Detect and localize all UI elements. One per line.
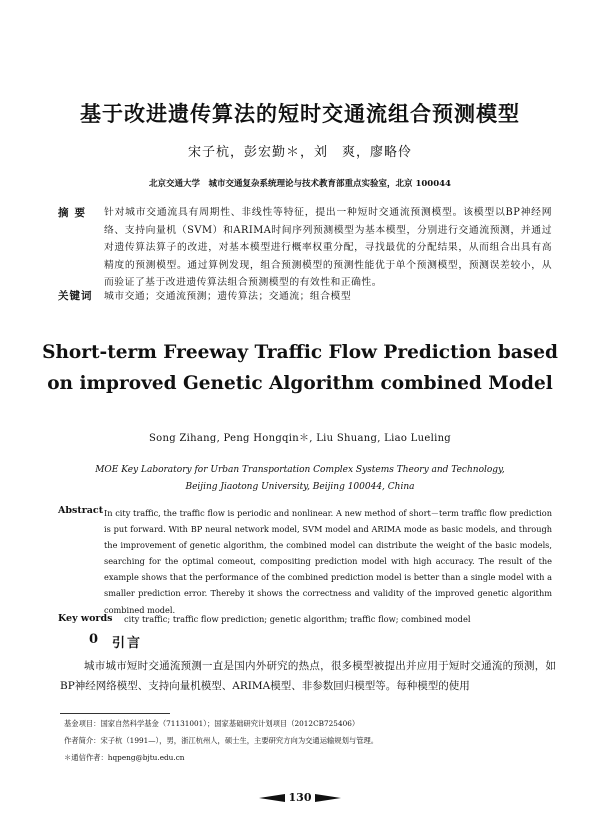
chinese-affiliation: 北京交通大学 城市交通复杂系统理论与技术教育部重点实验室，北京 100044 — [149, 179, 451, 189]
chinese-keywords-label: 关键词 — [58, 290, 93, 302]
footnote-divider — [60, 713, 170, 714]
page-number: 130 — [288, 791, 312, 804]
footnote-author-bio: 作者简介：宋子杭（1991—），男，浙江杭州人，硕士生，主要研究方向为交通运输规划与管理。 — [64, 736, 379, 745]
english-affiliation-line1: MOE Key Laboratory for Urban Transportation Complex Systems Theory and Technology, — [95, 465, 505, 475]
left-ornament-icon — [259, 794, 285, 802]
footnote-contact: ＊通信作者：hqpeng@bjtu.edu.cn — [64, 753, 185, 762]
english-title: Short-term Freeway Traffic Flow Prediction based on improved Genetic Algorithm combined Model — [42, 342, 558, 394]
english-affiliation-line2: Beijing Jiaotong University, Beijing 100044, China — [185, 482, 415, 492]
english-keywords-text: city traffic; traffic flow prediction; genetic algorithm; traffic flow; combined model — [124, 614, 471, 624]
english-abstract-text: In city traffic, the traffic flow is periodic and nonlinear. A new method of short－term traffic flow prediction is put forward. With BP neural network model, SVM model and ARIMA mode as basic models, and through the improvement of genetic algorithm, the combined model can distribute the weight of the basic models, searching for the optimal comeout, compositing prediction model with high accuracy. The result of the example shows that the performance of the combined prediction model is better than a single model with a smaller prediction error. Thereby it shows the correctness and validity of the improved genetic algorithm combined model. — [104, 508, 552, 615]
english-authors: Song Zihang, Peng Hongqin＊, Liu Shuang, Liao Lueling — [148, 433, 452, 444]
chinese-abstract-label: 摘要 — [58, 207, 91, 219]
chinese-keywords-text: 城市交通；交通流预测；遗传算法；交通流；组合模型 — [104, 291, 352, 302]
english-affiliation — [0, 462, 600, 496]
right-ornament-icon — [315, 794, 341, 802]
footnote-fund: 基金项目：国家自然科学基金（71131001）；国家基础研究计划项目（2012CB725406） — [64, 719, 360, 728]
chinese-authors: 宋子杭，彭宏勤＊，刘 爽，廖略伶 — [187, 145, 412, 160]
page-footer — [0, 791, 600, 804]
chinese-abstract-text: 针对城市交通流具有周期性、非线性等特征，提出一种短时交通流预测模型。该模型以BP神经网络、支持向量机（SVM）和ARIMA时间序列预测模型为基本模型，分别进行交通流预测，并通过对遗传算法算子的改进，对基本模型进行概率权重分配，寻找最优的分配结果，从而组合出具有高精度的预测模型。通过算例发现，组合预测模型的预测性能优于单个预测模型，预测误差较小，从而验证了基于改进遗传算法组合预测模型的有效性和正确性。 — [104, 207, 552, 289]
chinese-title: 基于改进遗传算法的短时交通流组合预测模型 — [80, 101, 520, 126]
section-title: 引言 — [112, 636, 143, 651]
section-number: 0 — [89, 632, 99, 647]
body-paragraph: 城市城市短时交通流预测一直是国内外研究的热点，很多模型被提出并应用于短时交通流的预测，如BP神经网络模型、支持向量机模型、ARIMA模型、非参数回归模型等。每种模型的使用 — [60, 660, 556, 692]
english-keywords-label: Key words — [58, 613, 113, 624]
english-abstract-label: Abstract — [58, 505, 104, 516]
